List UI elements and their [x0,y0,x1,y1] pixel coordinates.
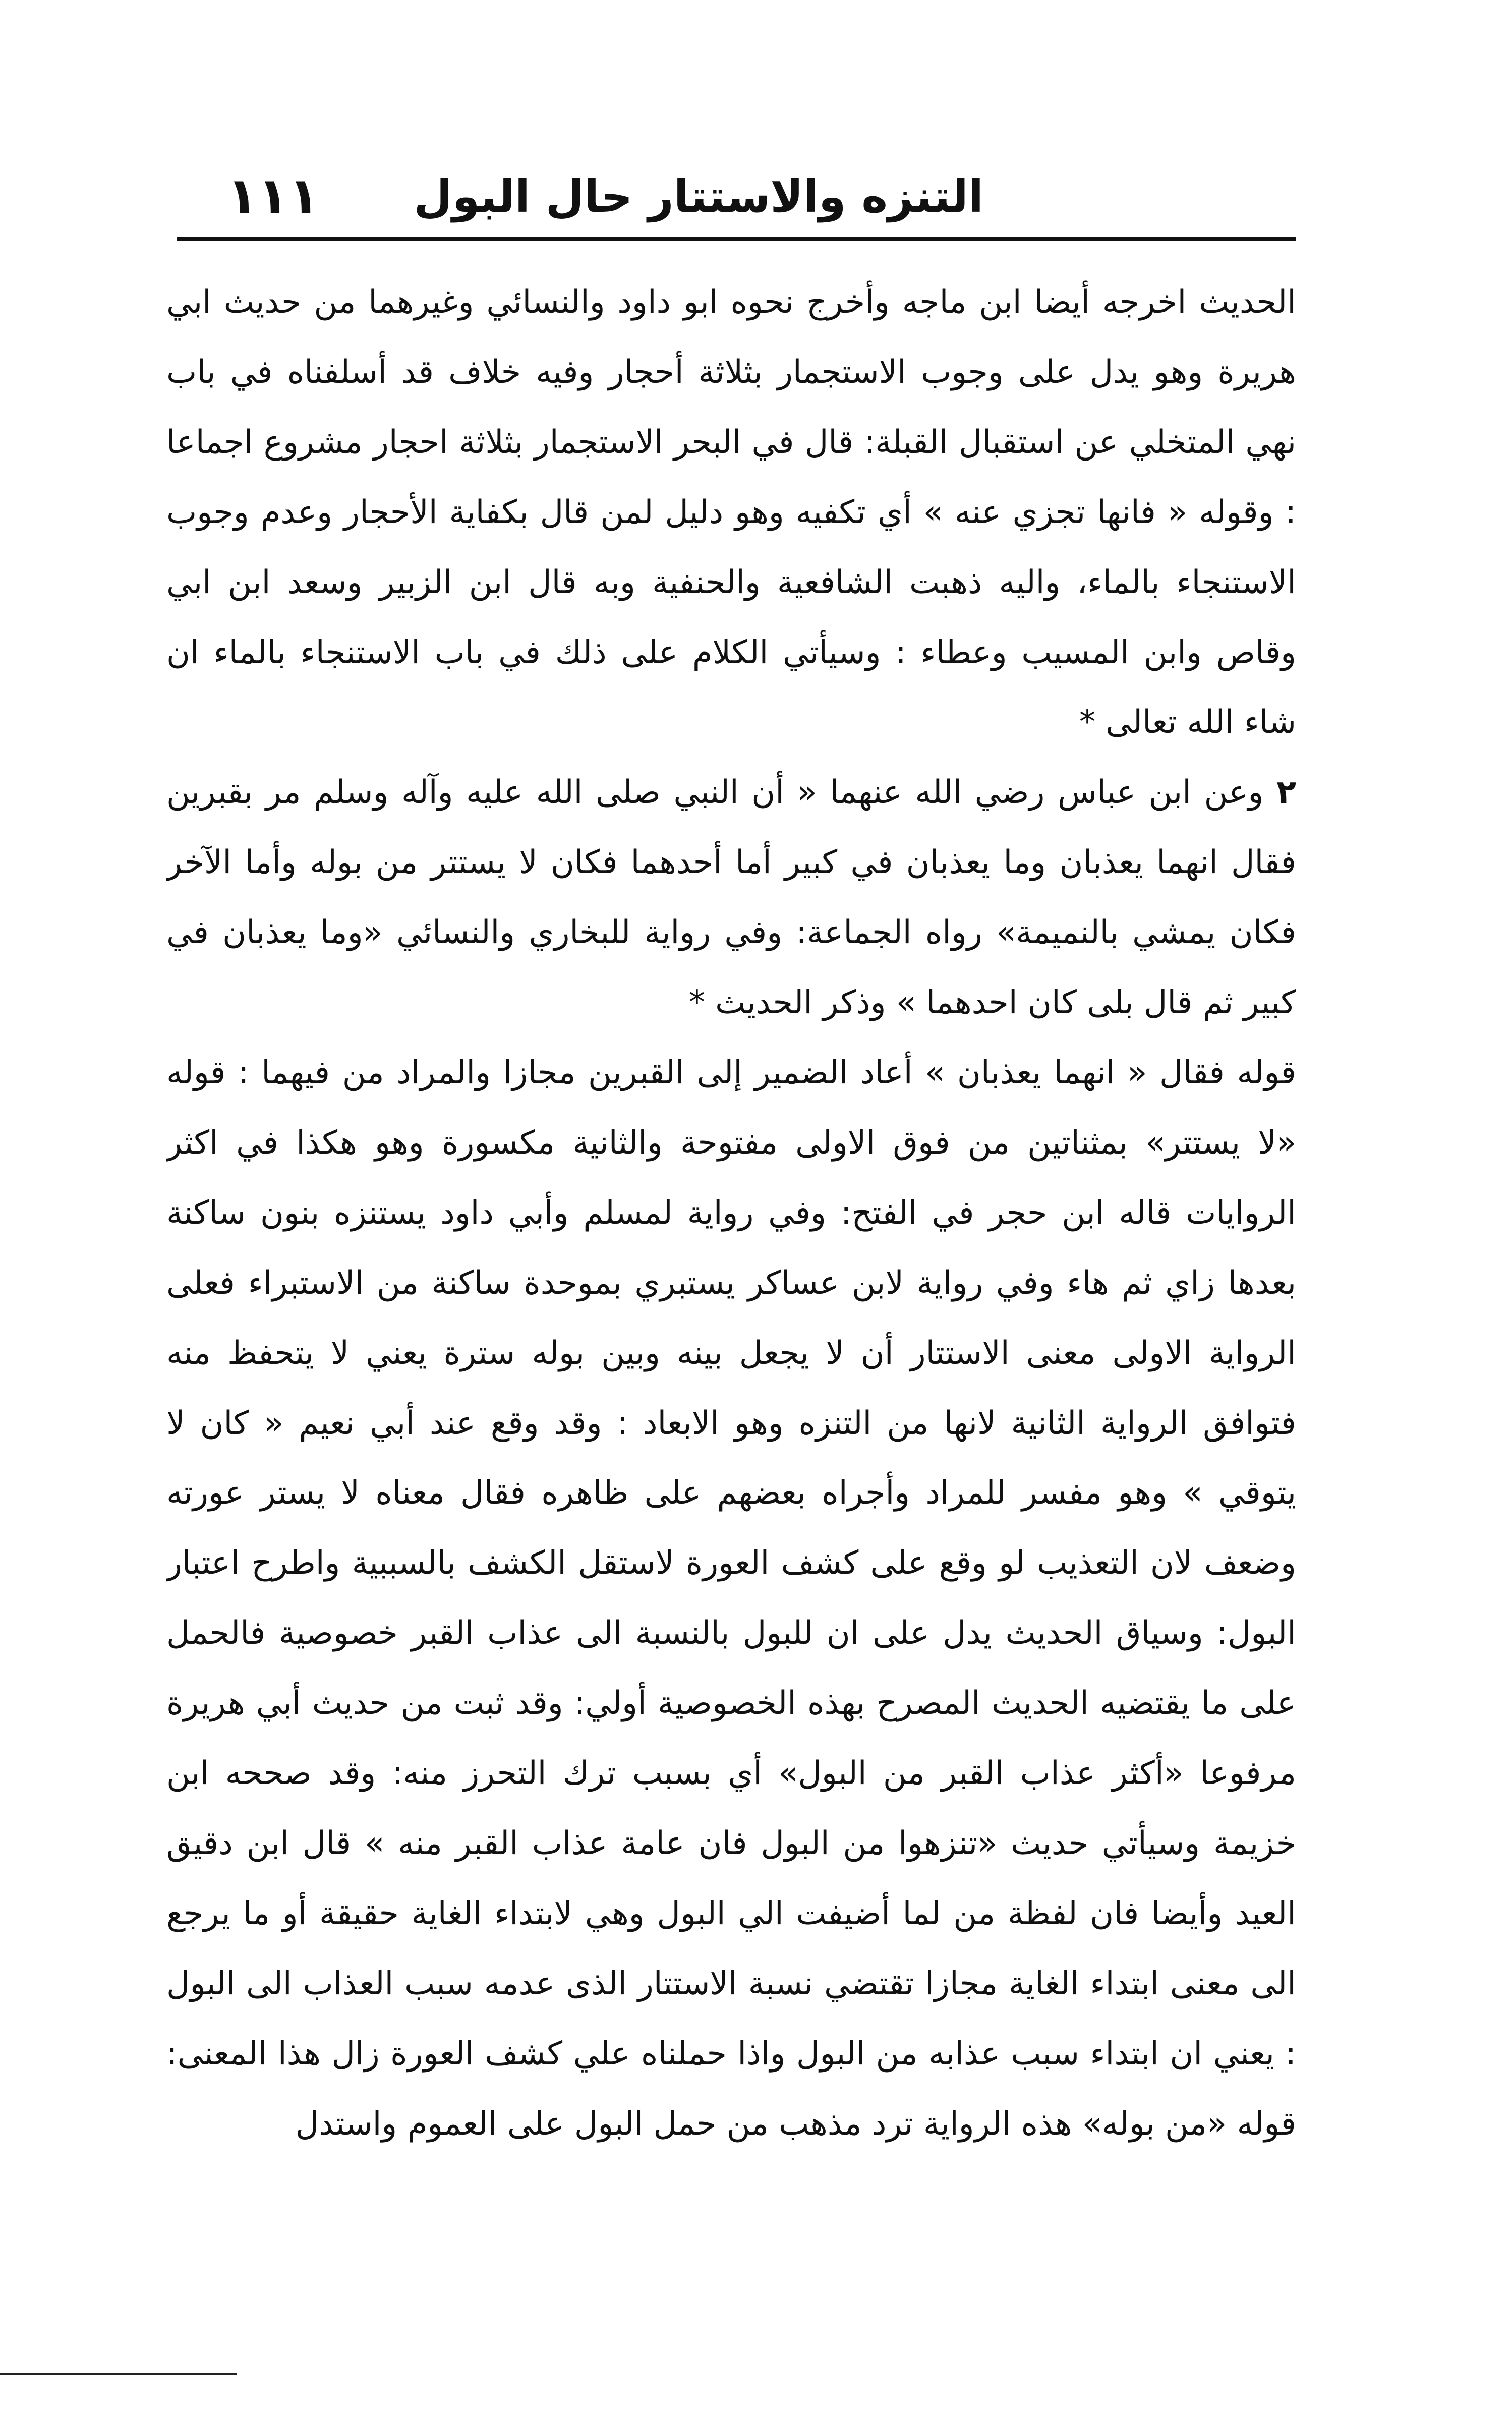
page [166,166,1296,2214]
header-rule [177,237,1296,241]
hadith-number: ٢ [1276,774,1296,812]
paragraph-3: قوله فقال « انهما يعذبان » أعاد الضمير إلى القبرين مجازا والمراد من فيهما : قوله «لا يستتر» بمثناتين من فوق الاولى مفتوحة والثانية مكسورة وهو هكذا في اكثر الروايات قاله ابن حجر في الفتح: وفي رواية لمسلم وأبي داود يستنزه بنون ساكنة بعدها زاي ثم هاء وفي رواية لابن عساكر يستبري بموحدة ساكنة من الاستبراء فعلى الرواية الاولى معنى الاستتار أن لا يجعل بينه وبين بوله سترة يعني لا يتحفظ منه فتوافق الرواية الثانية لانها من التنزه وهو الابعاد : وقد وقع عند أبي نعيم « كان لا يتوقي » وهو مفسر للمراد وأجراه بعضهم على ظاهره فقال معناه لا يستر عورته وضعف لان التعذيب لو وقع على كشف العورة لاستقل الكشف بالسببية واطرح اعتبار البول: وسياق الحديث يدل على ان للبول بالنسبة الى عذاب القبر خصوصية فالحمل على ما يقتضيه الحديث المصرح بهذه الخصوصية أولي: وقد ثبت من حديث أبي هريرة مرفوعا «أكثر عذاب القبر من البول» أي بسبب ترك التحرز منه: وقد صححه ابن خزيمة وسيأتي حديث «تنزهوا من البول فان عامة عذاب القبر منه » قال ابن دقيق العيد وأيضا فان لفظة من لما أضيفت الي البول وهي لابتداء الغاية حقيقة أو ما يرجع الى معنى ابتداء الغاية مجازا تقتضي نسبة الاستتار الذى عدمه سبب العذاب الى البول : يعني ان ابتداء سبب عذابه من البول واذا حملناه علي كشف العورة زال هذا المعنى: قوله «من بوله» هذه الرواية ترد مذهب من حمل البول على العموم واستدل [166,1054,1296,2143]
body-text [166,267,1296,2214]
hadith-text: وعن ابن عباس رضي الله عنهما « أن النبي صلى الله عليه وآله وسلم مر بقبرين فقال انهما يعذبان وما يعذبان في كبير أما أحدهما فكان لا يستتر من بوله وأما الآخر فكان يمشي بالنميمة» رواه الجماعة: وفي رواية للبخاري والنسائي «وما يعذبان في كبير ثم قال بلى كان احدهما » وذكر الحديث * [166,774,1296,1022]
running-title: التنزه والاستتار حال البول [414,170,983,222]
page-header [166,166,1296,237]
page-number: ١١١ [227,166,320,225]
paragraph-1: الحديث اخرجه أيضا ابن ماجه وأخرج نحوه ابو داود والنسائي وغيرهما من حديث ابي هريرة وهو يدل على وجوب الاستجمار بثلاثة أحجار وفيه خلاف قد أسلفناه في باب نهي المتخلي عن استقبال القبلة: قال في البحر الاستجمار بثلاثة احجار مشروع اجماعا : وقوله « فانها تجزي عنه » أي تكفيه وهو دليل لمن قال بكفاية الأحجار وعدم وجوب الاستنجاء بالماء، واليه ذهبت الشافعية والحنفية وبه قال ابن الزبير وسعد ابن ابي وقاص وابن المسيب وعطاء : وسيأتي الكلام على ذلك في باب الاستنجاء بالماء ان شاء الله تعالى * [166,283,1296,741]
paragraph-2 [166,758,1296,1038]
footer-rule [0,2373,237,2375]
